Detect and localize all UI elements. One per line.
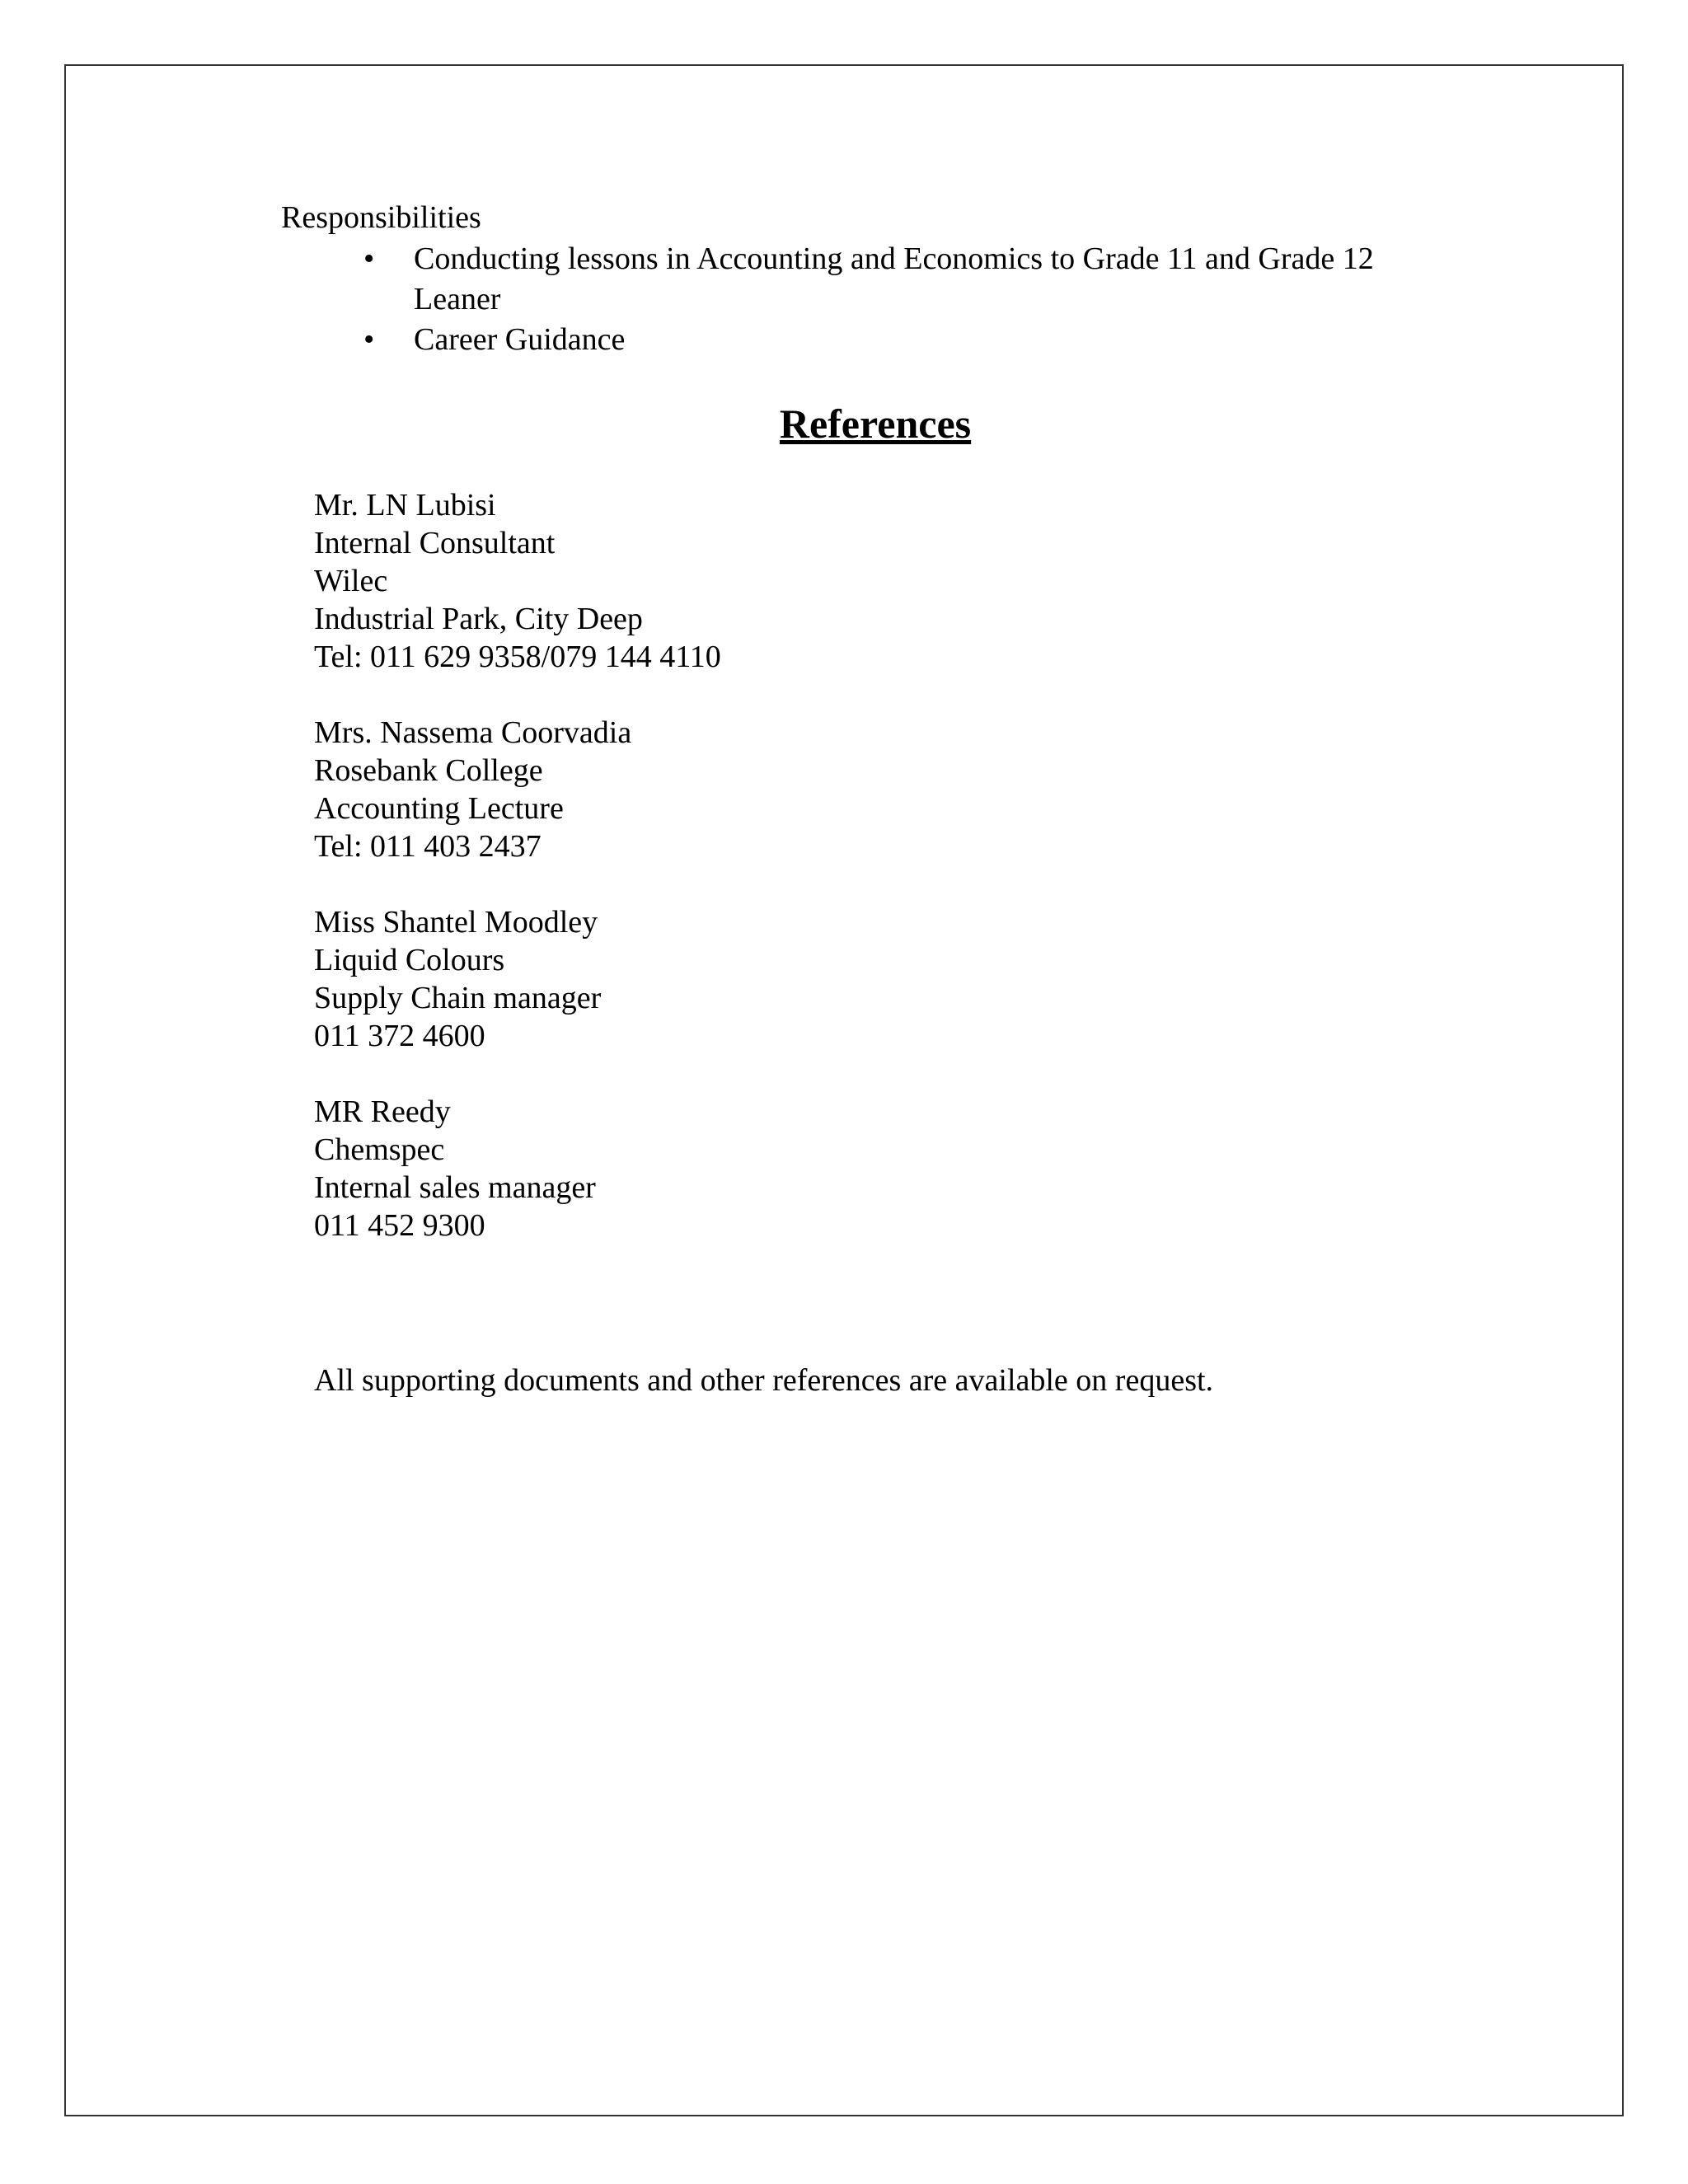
- list-item-text: Career Guidance: [414, 322, 626, 357]
- references-title: References: [779, 401, 972, 447]
- reference-line: Internal Consultant: [314, 526, 556, 560]
- bullet-icon: •: [363, 322, 375, 357]
- closing-statement: All supporting documents and other references are available on request.: [314, 1363, 1214, 1398]
- reference-line: Accounting Lecture: [314, 791, 564, 826]
- reference-name: Miss Shantel Moodley: [314, 905, 598, 940]
- reference-line: Chemspec: [314, 1132, 445, 1167]
- reference-entry: [314, 714, 1550, 865]
- reference-phone: 011 452 9300: [314, 1208, 485, 1243]
- reference-name: MR Reedy: [314, 1094, 451, 1129]
- reference-phone: 011 372 4600: [314, 1019, 485, 1053]
- reference-entry: [314, 903, 1550, 1055]
- reference-line: Liquid Colours: [314, 943, 505, 977]
- bullet-icon: •: [363, 241, 375, 276]
- reference-entry: [314, 1093, 1550, 1244]
- reference-line: Industrial Park, City Deep: [314, 602, 643, 636]
- reference-entry: [314, 486, 1550, 676]
- reference-phone: Tel: 011 403 2437: [314, 829, 542, 864]
- list-item: [280, 239, 1467, 320]
- responsibilities-heading: Responsibilities: [281, 200, 481, 235]
- reference-line: Supply Chain manager: [314, 981, 602, 1015]
- responsibilities-list: [280, 239, 1467, 360]
- list-item-text: Conducting lessons in Accounting and Economics to Grade 11 and Grade 12 Leaner: [414, 241, 1374, 316]
- reference-phone: Tel: 011 629 9358/079 144 4110: [314, 640, 721, 674]
- reference-line: Rosebank College: [314, 753, 543, 788]
- reference-name: Mrs. Nassema Coorvadia: [314, 715, 632, 750]
- reference-line: Wilec: [314, 564, 388, 598]
- reference-name: Mr. LN Lubisi: [314, 488, 496, 523]
- reference-line: Internal sales manager: [314, 1170, 596, 1205]
- list-item: [280, 320, 1467, 360]
- references-list: [314, 486, 1550, 1282]
